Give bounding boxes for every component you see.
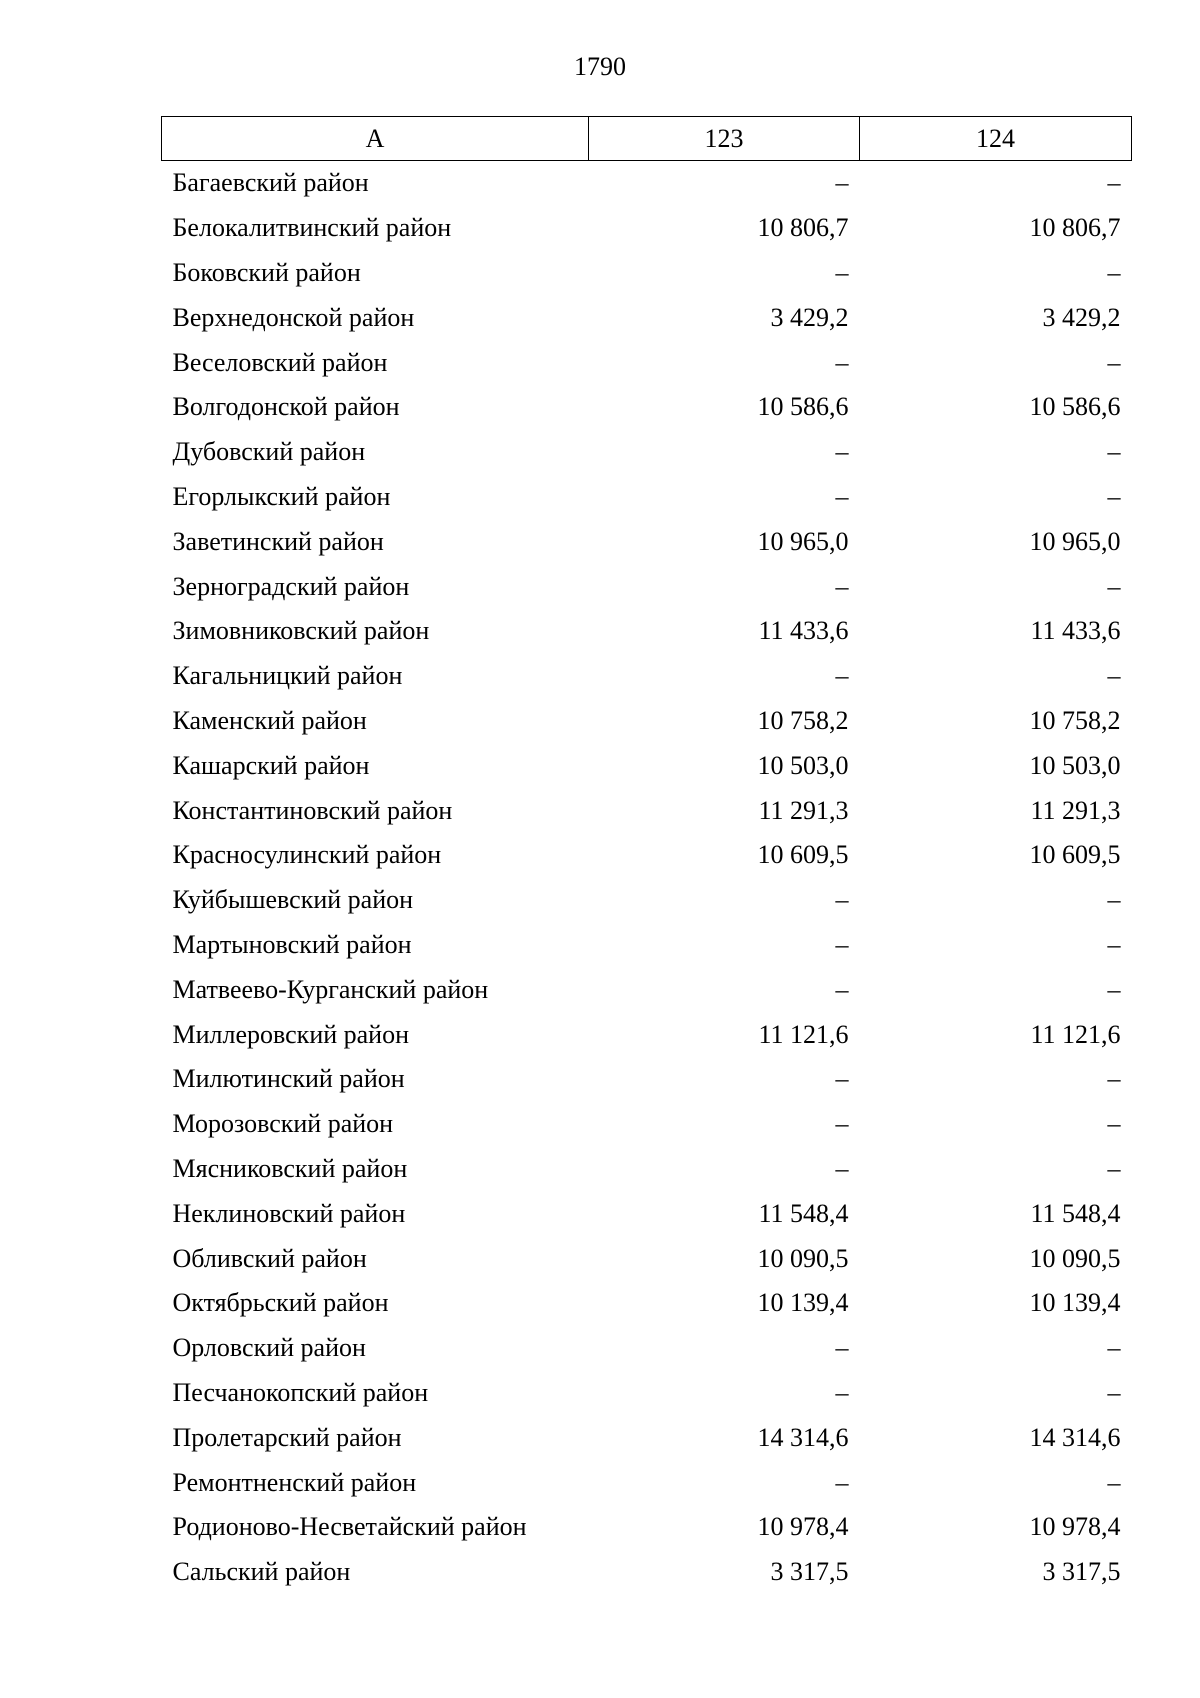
value-124-cell: 11 121,6 xyxy=(1030,1019,1121,1049)
value-123-cell: 10 758,2 xyxy=(757,705,849,735)
value-123-cell: 11 291,3 xyxy=(758,795,849,825)
value-123-cell: 10 978,4 xyxy=(757,1512,849,1542)
table-row xyxy=(162,654,1132,699)
value-124-cell: 10 586,6 xyxy=(1029,392,1121,422)
district-name-cell: Егорлыкский район xyxy=(172,481,391,511)
value-123-cell: 10 609,5 xyxy=(757,840,849,870)
district-name-cell: Белокалитвинский район xyxy=(172,213,452,243)
value-123-cell: – xyxy=(835,168,849,198)
value-124-cell: 10 758,2 xyxy=(1029,705,1121,735)
value-124-cell: – xyxy=(1107,929,1121,959)
value-123-cell: – xyxy=(835,257,849,287)
table-row xyxy=(162,340,1132,385)
district-name-cell: Октябрьский район xyxy=(172,1288,389,1318)
table-row xyxy=(162,161,1132,206)
value-124-cell: – xyxy=(1107,1333,1121,1363)
value-124-cell: 10 139,4 xyxy=(1029,1288,1121,1318)
value-124-cell: – xyxy=(1107,1064,1121,1094)
table-row xyxy=(162,295,1132,340)
value-123-cell: 3 317,5 xyxy=(770,1557,849,1587)
table-row xyxy=(162,430,1132,475)
value-124-cell: 10 806,7 xyxy=(1029,213,1121,243)
district-name-cell: Орловский район xyxy=(172,1333,366,1363)
value-123-cell: 11 121,6 xyxy=(758,1019,849,1049)
table-row xyxy=(162,1415,1132,1460)
district-name-cell: Миллеровский район xyxy=(172,1019,410,1049)
value-123-cell: – xyxy=(835,1064,849,1094)
table-row xyxy=(162,1505,1132,1550)
value-124-cell: 10 503,0 xyxy=(1029,750,1121,780)
value-123-cell: – xyxy=(835,929,849,959)
district-name-cell: Кашарский район xyxy=(172,750,370,780)
value-124-cell: 10 965,0 xyxy=(1029,526,1121,556)
value-124-cell: 10 609,5 xyxy=(1029,840,1121,870)
value-124-cell: – xyxy=(1107,974,1121,1004)
data-table xyxy=(161,116,1132,1595)
district-name-cell: Зерноградский район xyxy=(172,571,410,601)
value-124-cell: 11 548,4 xyxy=(1030,1198,1121,1228)
district-name-cell: Ремонтненский район xyxy=(172,1467,417,1497)
value-124-cell: 10 978,4 xyxy=(1029,1512,1121,1542)
value-123-cell: 10 139,4 xyxy=(757,1288,849,1318)
value-123-cell: – xyxy=(835,481,849,511)
value-123-cell: 11 433,6 xyxy=(758,616,849,646)
table-row xyxy=(162,1057,1132,1102)
district-name-cell: Морозовский район xyxy=(172,1109,394,1139)
district-name-cell: Куйбышевский район xyxy=(172,885,414,915)
district-name-cell: Веселовский район xyxy=(172,347,388,377)
table-row xyxy=(162,788,1132,833)
value-124-cell: – xyxy=(1107,1153,1121,1183)
district-name-cell: Заветинский район xyxy=(172,526,384,556)
value-124-cell: – xyxy=(1107,571,1121,601)
district-name-cell: Константиновский район xyxy=(172,795,453,825)
table-header xyxy=(162,117,1132,161)
value-123-cell: 10 503,0 xyxy=(757,750,849,780)
value-124-cell: 14 314,6 xyxy=(1029,1422,1121,1452)
value-124-cell: – xyxy=(1107,1109,1121,1139)
header-row xyxy=(162,117,1132,161)
value-124-cell: – xyxy=(1107,885,1121,915)
table-row xyxy=(162,519,1132,564)
value-123-cell: 10 586,6 xyxy=(757,392,849,422)
value-123-cell: – xyxy=(835,347,849,377)
table-row xyxy=(162,385,1132,430)
value-124-cell: – xyxy=(1107,437,1121,467)
value-123-cell: 11 548,4 xyxy=(758,1198,849,1228)
value-124-cell: 3 317,5 xyxy=(1042,1557,1121,1587)
value-124-cell: – xyxy=(1107,347,1121,377)
table-row xyxy=(162,1236,1132,1281)
district-name-cell: Пролетарский район xyxy=(172,1422,402,1452)
district-name-cell: Верхнедонской район xyxy=(172,302,415,332)
district-name-cell: Зимовниковский район xyxy=(172,616,430,646)
header-cell-123: 123 xyxy=(589,117,860,161)
value-123-cell: – xyxy=(835,1467,849,1497)
table-row xyxy=(162,743,1132,788)
value-123-cell: 10 090,5 xyxy=(757,1243,849,1273)
value-123-cell: – xyxy=(835,1333,849,1363)
district-name-cell: Багаевский район xyxy=(172,168,369,198)
district-name-cell: Матвеево-Курганский район xyxy=(172,974,489,1004)
table-row xyxy=(162,1012,1132,1057)
table-row xyxy=(162,1460,1132,1505)
table-row xyxy=(162,1326,1132,1371)
district-name-cell: Мартыновский район xyxy=(172,929,412,959)
table-row xyxy=(162,967,1132,1012)
value-124-cell: 3 429,2 xyxy=(1042,302,1121,332)
value-124-cell: – xyxy=(1107,168,1121,198)
table-row xyxy=(162,564,1132,609)
district-name-cell: Песчанокопский район xyxy=(172,1377,429,1407)
district-name-cell: Волгодонской район xyxy=(172,392,400,422)
district-name-cell: Сальский район xyxy=(172,1557,351,1587)
table-row xyxy=(162,475,1132,520)
table-row xyxy=(162,1281,1132,1326)
table-row xyxy=(162,1147,1132,1192)
value-123-cell: – xyxy=(835,1153,849,1183)
value-124-cell: – xyxy=(1107,1467,1121,1497)
value-123-cell: 10 965,0 xyxy=(757,526,849,556)
value-124-cell: – xyxy=(1107,481,1121,511)
table-row xyxy=(162,923,1132,968)
district-name-cell: Мясниковский район xyxy=(172,1153,408,1183)
district-name-cell: Родионово-Несветайский район xyxy=(172,1512,527,1542)
table-row xyxy=(162,833,1132,878)
table-row xyxy=(162,699,1132,744)
value-123-cell: 14 314,6 xyxy=(757,1422,849,1452)
district-name-cell: Обливский район xyxy=(172,1243,367,1273)
value-123-cell: – xyxy=(835,885,849,915)
district-name-cell: Милютинский район xyxy=(172,1064,405,1094)
value-123-cell: – xyxy=(835,1109,849,1139)
district-name-cell: Красносулинский район xyxy=(172,840,442,870)
table-row xyxy=(162,206,1132,251)
table-row xyxy=(162,1191,1132,1236)
value-124-cell: 11 433,6 xyxy=(1030,616,1121,646)
value-123-cell: 10 806,7 xyxy=(757,213,849,243)
page-number: 1790 xyxy=(574,52,626,81)
district-name-cell: Неклиновский район xyxy=(172,1198,406,1228)
table-row xyxy=(162,609,1132,654)
value-123-cell: 3 429,2 xyxy=(770,302,849,332)
table-row xyxy=(162,878,1132,923)
header-cell-a: А xyxy=(162,117,589,161)
value-124-cell: 10 090,5 xyxy=(1029,1243,1121,1273)
value-124-cell: – xyxy=(1107,1377,1121,1407)
district-name-cell: Кагальницкий район xyxy=(172,661,403,691)
district-name-cell: Каменский район xyxy=(172,705,367,735)
district-name-cell: Дубовский район xyxy=(172,437,366,467)
table-row xyxy=(162,251,1132,296)
value-123-cell: – xyxy=(835,571,849,601)
value-124-cell: – xyxy=(1107,661,1121,691)
value-124-cell: 11 291,3 xyxy=(1030,795,1121,825)
district-name-cell: Боковский район xyxy=(172,257,361,287)
value-123-cell: – xyxy=(835,437,849,467)
header-cell-124: 124 xyxy=(860,117,1132,161)
value-123-cell: – xyxy=(835,661,849,691)
table-body xyxy=(162,161,1132,1595)
value-124-cell: – xyxy=(1107,257,1121,287)
value-123-cell: – xyxy=(835,1377,849,1407)
table-row xyxy=(162,1550,1132,1595)
table-row xyxy=(162,1102,1132,1147)
table-row xyxy=(162,1371,1132,1416)
value-123-cell: – xyxy=(835,974,849,1004)
